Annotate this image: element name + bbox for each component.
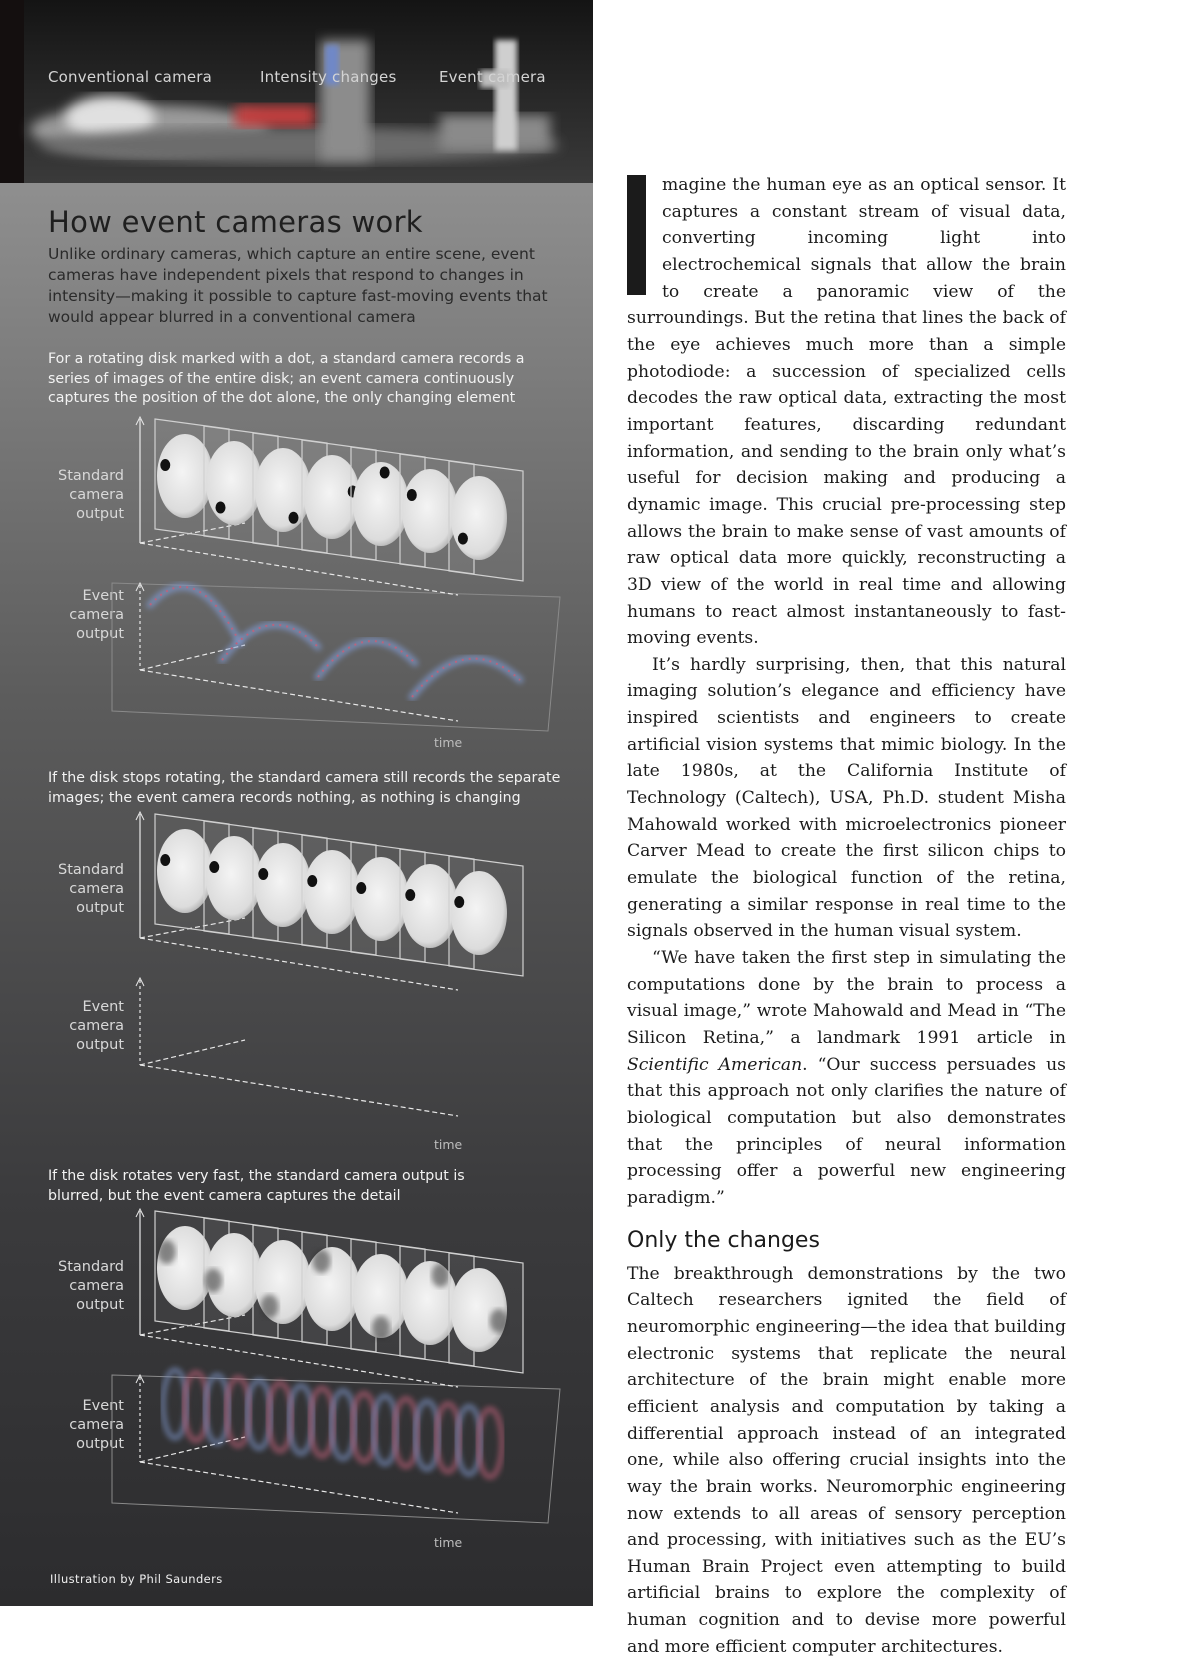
blurred-dot (204, 1269, 222, 1293)
dot (216, 502, 226, 514)
panel-2-time-label: time (434, 1137, 463, 1152)
infographic-panel (0, 0, 593, 1606)
illustration-credit: Illustration by Phil Saunders (50, 1572, 223, 1586)
banner-label-conventional: Conventional camera (48, 68, 213, 86)
banner-label-intensity: Intensity changes (260, 68, 397, 86)
quote-text-before: “We have taken the first step in simulating the computations done by the brain to process a visual image,” wrote Mahowald and Mead in “The Silicon Retina,” a landmark 1991 article in (627, 948, 1066, 1048)
dot (407, 489, 417, 501)
event-trace (412, 659, 520, 697)
event-trace (150, 587, 240, 643)
standard-label-text: Standard camera output (58, 862, 124, 916)
disk (451, 871, 507, 955)
article-column (627, 172, 1066, 1660)
quote-text-after: . “Our success persuades us that this approach not only clarifies the nature of biological computation but also demonstrates that the principles of neural information processing offer a powerful new engineering paradigm.” (627, 1054, 1066, 1208)
article-paragraph-4: The breakthrough demonstrations by the two Caltech researchers ignited the field of neuromorphic engineering—the idea that building electronic systems that replicate the neural architecture of the brain might enable more efficient analysis and computation by taking a differential approach instead of an integrated one, while also offering crucial insights into the way the brain works. Neuromorphic engineering now extends to all areas of sensory perception and processing, with initiatives such as the EU’s Human Brain Project even attempting to build artificial brains to explore the complexity of human cognition and to devise more powerful and more efficient computer architectures. (627, 1263, 1066, 1657)
blurred-dot (313, 1249, 331, 1273)
banner-label-event: Event camera (439, 68, 546, 86)
time-axis-event (140, 1462, 458, 1513)
panel-2-caption: If the disk stops rotating, the standard camera still records the separate images; the event camera records nothing, as nothing is changing (48, 770, 561, 806)
depth-axis-event (140, 1040, 245, 1065)
disk (451, 476, 507, 560)
blurred-dot (432, 1263, 450, 1287)
blurred-dot (490, 1309, 508, 1333)
publication-name: Scientific American (627, 1054, 803, 1075)
blurred-dot (261, 1295, 279, 1319)
infographic-intro: Unlike ordinary cameras, which capture an entire scene, event cameras have independent pixels that respond to changes in intensity—making it possible to capture fast-moving events that would appear blurred in a conventional camera (48, 245, 548, 326)
camera-comparison-banner (0, 0, 593, 183)
panel-1-diagram (0, 415, 593, 755)
dot (380, 466, 390, 478)
dot (289, 512, 299, 524)
panel-2-diagram (0, 810, 593, 1150)
time-axis-event (140, 1065, 458, 1116)
dot (160, 459, 170, 471)
drop-cap (627, 175, 646, 295)
event-label-text: Event camera output (69, 588, 124, 642)
standard-label-text: Standard camera output (58, 468, 124, 522)
article-paragraph-1: magine the human eye as an optical sensor. It captures a constant stream of visual data, converting incoming light into electrochemical signals that allow the brain to create a panoramic view of the surroundings. But the retina that lines the back of the eye achieves much more than a simple photodiode: a succession of specialized cells decodes the raw optical data, extracting the most important features, discarding redundant information, and sending to the brain only what’s useful for decision making and producing a dynamic image. This crucial pre-processing step allows the brain to make sense of vast amounts of raw optical data more quickly, reconstructing a 3D view of the world in real time and allowing humans to react almost instantaneously to fast-moving events. (627, 175, 1066, 649)
article-paragraph-3 (627, 945, 1066, 1212)
panel-3-time-label: time (434, 1535, 463, 1550)
blurred-dot (372, 1316, 390, 1340)
event-label-text: Event camera output (69, 999, 124, 1053)
dot (405, 889, 415, 901)
dot (458, 533, 468, 545)
panel-1-time-label: time (434, 735, 463, 750)
blurred-dot (158, 1240, 176, 1264)
panel-1-caption: For a rotating disk marked with a dot, a standard camera records a series of images of the entire disk; an event camera continuously captures the position of the dot alone, the only changing element (48, 351, 525, 406)
panel-3-diagram (0, 1207, 593, 1587)
event-label-text: Event camera output (69, 1398, 124, 1452)
dot (160, 854, 170, 866)
dot (209, 861, 219, 873)
panel-3-caption: If the disk rotates very fast, the standard camera output is blurred, but the event camera captures the detail (48, 1168, 465, 1204)
section-heading: Only the changes (627, 1227, 820, 1253)
dot (258, 868, 268, 880)
dot (307, 875, 317, 887)
dot (356, 882, 366, 894)
article-paragraph-2: It’s hardly surprising, then, that this natural imaging solution’s elegance and efficiency have inspired scientists and engineers to create artificial vision systems that mimic biology. In the late 1980s, at the California Institute of Technology (Caltech), USA, Ph.D. student Misha Mahowald worked with microelectronics pioneer Carver Mead to create the first silicon chips to emulate the biological function of the retina, generating a similar response in real time to the signals observed in the human visual system. (627, 654, 1066, 942)
dot (454, 896, 464, 908)
infographic-title: How event cameras work (48, 205, 423, 239)
banner-image (0, 0, 593, 183)
standard-label-text: Standard camera output (58, 1259, 124, 1313)
